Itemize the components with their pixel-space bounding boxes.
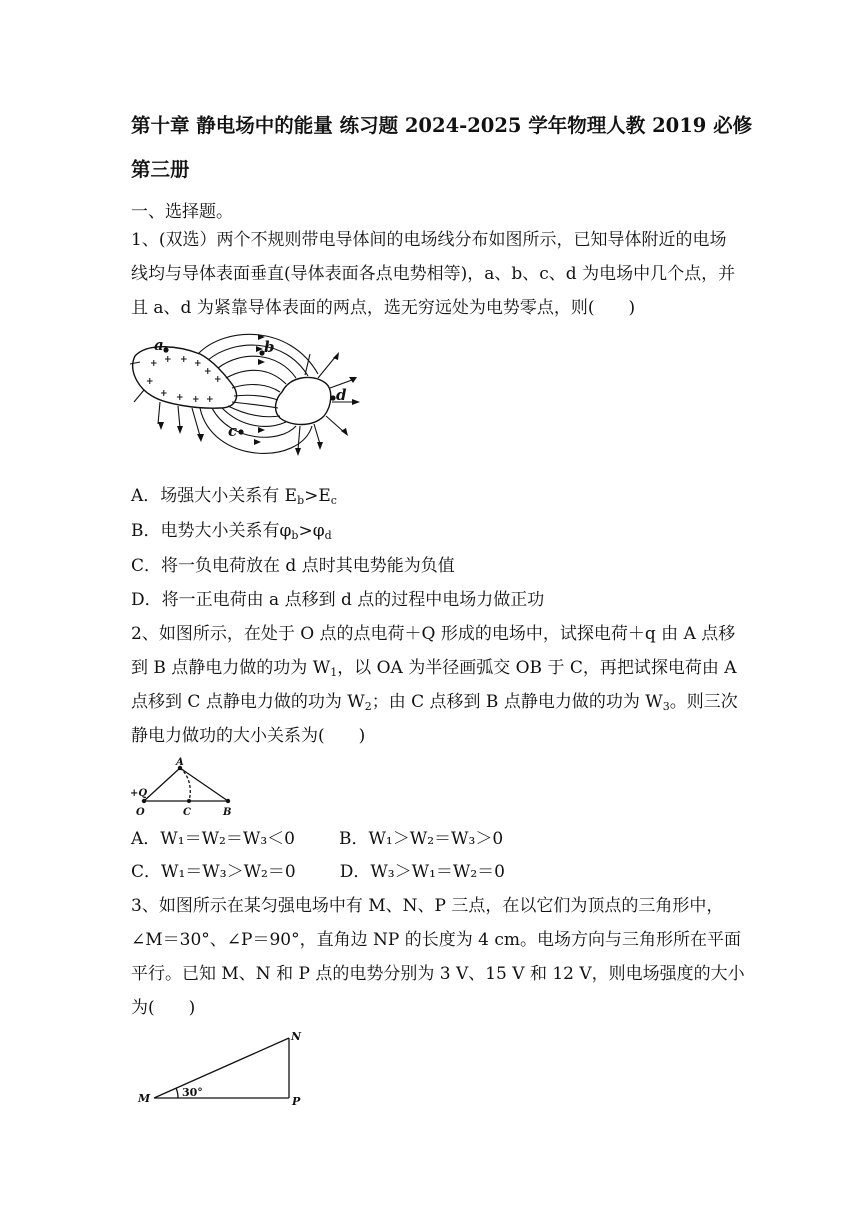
q2-option-a: A．W₁＝W₂＝W₃＜0 [131, 829, 295, 849]
q1-label-c: c [228, 422, 238, 440]
svg-text:+: + [192, 395, 200, 405]
q3-text-line-1: 3、如图所示在某匀强电场中有 M、N、P 三点，在以它们为顶点的三角形中， [131, 896, 724, 916]
q1-option-c: C．将一负电荷放在 d 点时其电势能为负值 [131, 556, 455, 576]
q1-label-d: d [336, 386, 347, 404]
q2-triangle-figure [128, 756, 240, 822]
q3-label-m: M [138, 1092, 151, 1105]
q1-text-line-2: 线均与导体表面垂直(导体表面各点电势相等)，a、b、c、d 为电场中几个点，并 [131, 264, 736, 284]
q1-option-d: D．将一正电荷由 a 点移到 d 点的过程中电场力做正功 [131, 590, 545, 610]
svg-text:+: + [146, 377, 154, 387]
q2-label-a: A [176, 757, 184, 768]
q2-label-c: C [183, 807, 191, 818]
q3-label-p: P [292, 1095, 301, 1108]
q2-text-line-2: 到 B 点静电力做的功为 $W_1$，以 OA 为半径画弧交 OB 于 C，再把试探电荷由 A [131, 658, 737, 679]
q2-text-line-1: 2、如图所示，在处于 O 点的点电荷＋Q 形成的电场中，试探电荷＋q 由 A 点移 [131, 624, 736, 644]
q1-field-line-figure [130, 332, 365, 472]
q2-text-line-4: 静电力做功的大小关系为( ) [131, 726, 366, 746]
q2-options-row-1 [131, 827, 503, 851]
q2-text-line-3: 点移到 C 点静电力做的功为 $W_2$；由 C 点移到 B 点静电力做的功为 $W_3$。则三次 [131, 692, 738, 713]
q2-option-b: B．W₁＞W₂＝W₃＞0 [338, 829, 504, 849]
svg-text:+: + [206, 395, 214, 405]
svg-text:+: + [164, 355, 172, 365]
svg-text:+: + [194, 359, 202, 369]
svg-text:+: + [180, 355, 188, 365]
q1-text-line-3: 且 a、d 为紧靠导体表面的两点，选无穷远处为电势零点，则( ) [131, 298, 636, 318]
q1-option-a: A．场强大小关系有 $E_b>E_c$ [131, 486, 337, 507]
svg-text:+: + [214, 375, 222, 385]
q3-angle-label: 30° [182, 1086, 203, 1099]
q1-text-line-1: 1、(双选）两个不规则带电导体间的电场线分布如图所示，已知导体附近的电场 [131, 230, 727, 250]
q1-label-b: b [264, 338, 275, 356]
q2-label-plus-q: +Q [130, 788, 148, 799]
q3-text-line-4: 为( ) [131, 998, 196, 1018]
q2-option-d: D．W₃＞W₁＝W₂＝0 [339, 862, 505, 882]
q2-options-row-2 [131, 860, 505, 884]
q2-option-c: C．W₁＝W₃＞W₂＝0 [131, 862, 296, 882]
svg-text:+: + [150, 359, 158, 369]
q3-right-triangle-figure [134, 1026, 309, 1110]
document-title-line-2: 第三册 [131, 158, 190, 181]
svg-text:+: + [160, 389, 168, 399]
svg-text:+: + [204, 367, 212, 377]
q3-label-n: N [291, 1030, 302, 1043]
svg-text:+: + [176, 393, 184, 403]
q3-text-line-2: ∠M＝30°、∠P＝90°，直角边 NP 的长度为 4 cm。电场方向与三角形所在平面 [131, 930, 741, 950]
document-title-line-1: 第十章 静电场中的能量 练习题 2024-2025 学年物理人教 2019 必修 [131, 114, 753, 137]
q2-label-o: O [136, 807, 145, 818]
section-heading: 一、选择题。 [131, 202, 233, 222]
q2-label-b: B [223, 807, 232, 818]
q1-option-b: B．电势大小关系有$\varphi_b>\varphi_d$ [131, 521, 332, 542]
q3-text-line-3: 平行。已知 M、N 和 P 点的电势分别为 3 V、15 V 和 12 V，则电场强度的大小 [131, 964, 745, 984]
q1-label-a: a [154, 336, 164, 354]
